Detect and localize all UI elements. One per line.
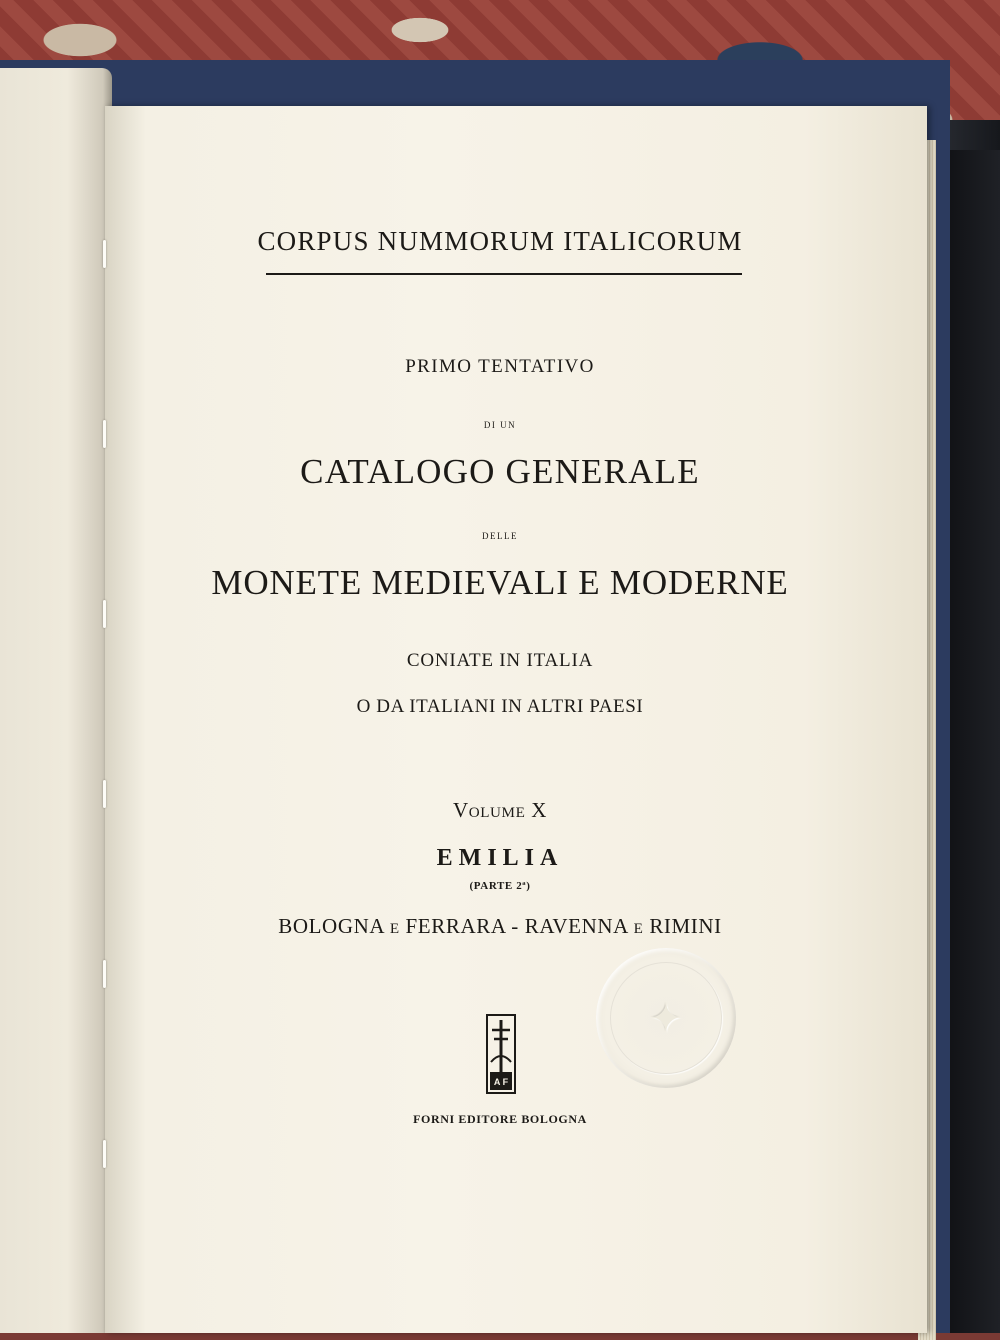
volume-word: OLUME [468, 805, 526, 821]
subtitle-coniate: CONIATE IN ITALIA [406, 650, 594, 671]
main-title-catalogo: CATALOGO GENERALE [300, 452, 700, 491]
region-title: EMILIA [436, 845, 564, 871]
place-rimini: RIMINI [649, 914, 722, 938]
binding-stitch [103, 960, 106, 988]
publisher-emblem-icon [486, 1014, 516, 1094]
seal-emblem-icon: ✦ [649, 995, 683, 1041]
subtitle-di-un: DI UN [483, 420, 517, 430]
subtitle-italiani: O DA ITALIANI IN ALTRI PAESI [356, 696, 644, 717]
volume-number: X [531, 798, 548, 822]
main-title-monete: MONETE MEDIEVALI E MODERNE [211, 563, 789, 602]
volume-label [0, 798, 1000, 823]
places-line [0, 914, 1000, 939]
place-ferrara: FERRARA [405, 914, 506, 938]
conjunction: E [389, 921, 400, 937]
binding-stitch [103, 600, 106, 628]
place-bologna: BOLOGNA [278, 914, 384, 938]
publisher-name: FORNI EDITORE BOLOGNA [413, 1112, 587, 1126]
title-rule [266, 273, 742, 275]
subtitle-primo-tentativo: PRIMO TENTATIVO [405, 356, 595, 377]
part-label: (PARTE 2ª) [469, 880, 531, 892]
binding-stitch [103, 1140, 106, 1168]
title-page [105, 106, 927, 1333]
volume-initial: V [452, 798, 469, 822]
dash: - [511, 914, 519, 938]
emblem-letters: A F [493, 1077, 509, 1087]
place-ravenna: RAVENNA [524, 914, 628, 938]
series-title: CORPUS NUMMORUM ITALICORUM [257, 226, 743, 256]
subtitle-delle: DELLE [482, 531, 518, 541]
embossed-seal [596, 948, 736, 1088]
conjunction: E [633, 921, 644, 937]
